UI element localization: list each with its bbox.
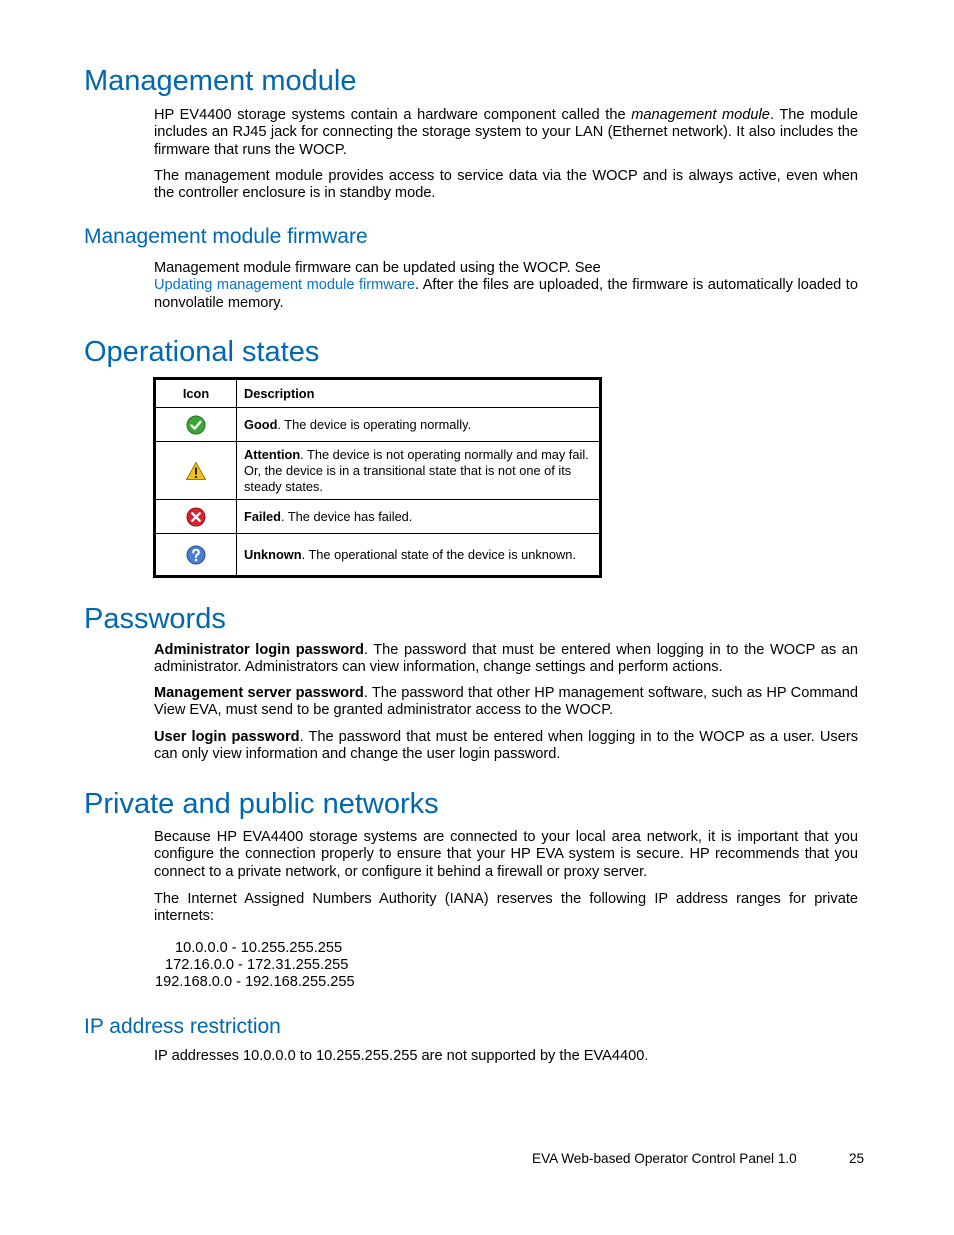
- password-term: Administrator login password: [154, 642, 364, 658]
- state-text: . The device is operating normally.: [277, 416, 472, 432]
- section-title-operational-states: Operational states: [84, 336, 320, 368]
- password-admin: [154, 642, 858, 677]
- firmware-text-end: . After the files are uploaded, the firmware is automatically loaded to nonvolatile memory.: [154, 277, 858, 311]
- state-text: . The device is not operating normally and may fail. Or, the device is in a transitional state that is not one of its steady states.: [244, 447, 589, 494]
- password-management-server: [154, 685, 858, 720]
- intro-text-start: HP EV4400 storage systems contain a hardware component called the: [154, 107, 632, 123]
- state-name: Unknown: [244, 546, 302, 562]
- table-row: [155, 442, 601, 500]
- password-text: . The password that other HP management software, such as HP Command View EVA, must send to be granted administrator access to the WOCP.: [154, 685, 858, 719]
- state-text: . The device has failed.: [280, 508, 413, 524]
- table-header-row: [155, 379, 601, 408]
- section-title-networks: Private and public networks: [84, 788, 439, 820]
- page-number: 25: [849, 1151, 865, 1166]
- icon-cell: [155, 442, 237, 500]
- ip-range: 172.16.0.0 - 172.31.255.255: [165, 957, 349, 973]
- description-column-header: Description: [237, 379, 601, 408]
- footer-title: EVA Web-based Operator Control Panel 1.0: [532, 1151, 797, 1166]
- password-text: . The password that must be entered when logging in to the WOCP as a user. Users can only view information and change the user login password.: [154, 729, 858, 763]
- ip-restriction-text: IP addresses 10.0.0.0 to 10.255.255.255 are not supported by the EVA4400.: [154, 1048, 649, 1064]
- management-module-intro: [154, 107, 858, 159]
- management-module-access: The management module provides access to service data via the WOCP and is always active, even when the controller enclosure is in standby mode.: [154, 168, 858, 202]
- intro-term: management module: [631, 107, 770, 123]
- section-title-management-module: Management module: [84, 65, 357, 97]
- state-name: Attention: [244, 447, 301, 462]
- section-title-ip-restriction: IP address restriction: [84, 1015, 281, 1038]
- icon-cell: [155, 534, 237, 577]
- firmware-text-start: Management module firmware can be updated using the WOCP. See: [154, 260, 601, 276]
- password-term: Management server password: [154, 685, 364, 701]
- state-name: Failed: [244, 508, 281, 524]
- state-description: [237, 408, 601, 442]
- intro-text-end: . The module includes an RJ45 jack for connecting the storage system to your LAN (Ethernet network). It also includes the firmware that runs the WOCP.: [154, 107, 858, 158]
- networks-intro: Because HP EVA4400 storage systems are connected to your local area network, it is important that you configure the connection properly to ensure that your HP EVA system is secure. HP recommends that you connect to a private network, or configure it behind a firewall or proxy server.: [154, 829, 858, 880]
- state-description: [237, 442, 601, 500]
- icon-cell: [155, 408, 237, 442]
- table-row: [155, 534, 601, 577]
- section-title-firmware: Management module firmware: [84, 225, 368, 248]
- table-row: [155, 408, 601, 442]
- password-text: . The password that must be entered when logging in to the WOCP as an administrator. Administrators can view information, change settings and perform actions.: [154, 642, 858, 676]
- operational-states-table: [153, 377, 602, 578]
- networks-iana: The Internet Assigned Numbers Authority (IANA) reserves the following IP address ranges for private internets:: [154, 891, 858, 925]
- password-user: [154, 729, 858, 764]
- state-description: [237, 500, 601, 534]
- question-circle-icon: [186, 545, 206, 565]
- warning-triangle-icon: [185, 461, 207, 481]
- state-description: [237, 534, 601, 577]
- state-text: . The operational state of the device is unknown.: [301, 546, 576, 562]
- section-title-passwords: Passwords: [84, 603, 226, 635]
- check-circle-icon: [186, 415, 206, 435]
- state-name: Good: [244, 416, 278, 432]
- icon-column-header: Icon: [155, 379, 237, 408]
- ip-range: 192.168.0.0 - 192.168.255.255: [155, 974, 355, 990]
- table-row: [155, 500, 601, 534]
- password-term: User login password: [154, 729, 300, 745]
- ip-range: 10.0.0.0 - 10.255.255.255: [175, 940, 343, 956]
- firmware-paragraph: [154, 260, 858, 312]
- firmware-update-link[interactable]: Updating management module firmware: [154, 277, 415, 294]
- icon-cell: [155, 500, 237, 534]
- x-circle-icon: [186, 507, 206, 527]
